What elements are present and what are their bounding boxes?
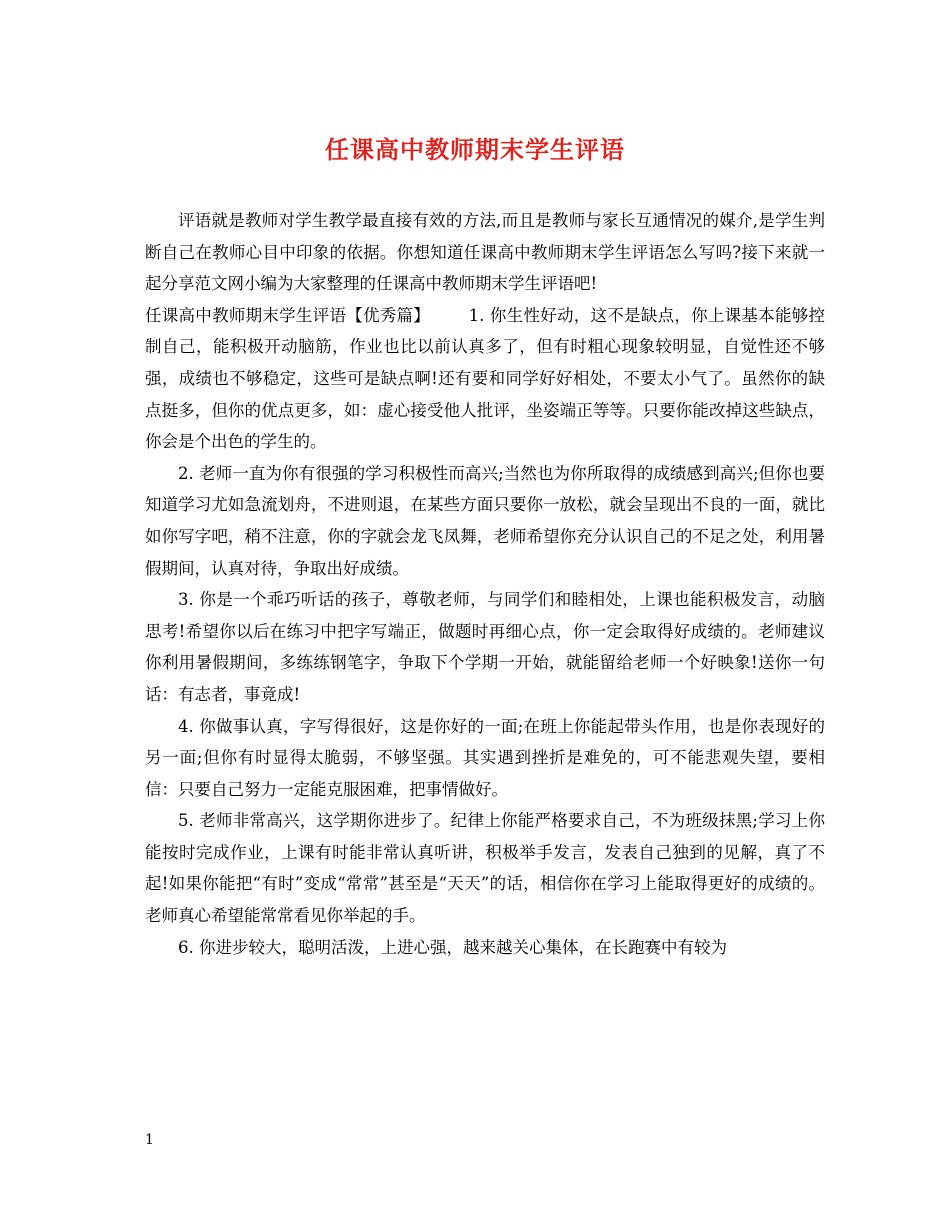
page-number: 1: [145, 1132, 154, 1148]
document-body: [145, 205, 825, 963]
document-title: 任课高中教师期末学生评语: [325, 135, 625, 164]
comment-item-3: 3. 你是一个乖巧听话的孩子，尊敬老师，与同学们和睦相处，上课也能积极发言，动脑思考!希望你以后在练习中把字写端正，做题时再细心点，你一定会取得好成绩的。老师建议你利用暑假期间，多练练钢笔字，争取下个学期一开始，就能留给老师一个好映象!送你一句话：有志者，事竟成!: [145, 590, 825, 704]
comment-item-5: 5. 老师非常高兴，这学期你进步了。纪律上你能严格要求自己，不为班级抹黑;学习上你能按时完成作业，上课有时能非常认真听讲，积极举手发言，发表自己独到的见解，真了不起!如果你能把“有时”变成“常常”甚至是“天天”的话，相信你在学习上能取得更好的成绩的。老师真心希望能常常看见你举起的手。: [145, 811, 825, 926]
comment-item-6: 6. 你进步较大，聪明活泼，上进心强，越来越关心集体，在长跑赛中有较为: [178, 937, 727, 957]
comment-item-2: 2. 老师一直为你有很强的学习积极性而高兴;当然也为你所取得的成绩感到高兴;但你也要知道学习尤如急流划舟，不进则退，在某些方面只要你一放松，就会呈现出不良的一面，就比如你写字吧，稍不注意，你的字就会龙飞凤舞，老师希望你充分认识自己的不足之处，利用暑假期间，认真对待，争取出好成绩。: [145, 463, 825, 578]
section-heading: 任课高中教师期末学生评语【优秀篇】: [145, 305, 431, 325]
section-first-item: [145, 300, 825, 458]
comment-item-1: 1. 你生性好动，这不是缺点，你上课基本能够控制自己，能积极开动脑筋，作业也比以前认真多了，但有时粗心现象较明显，自觉性还不够强，成绩也不够稳定，这些可是缺点啊!还有要和同学好好相处，不要太小气了。虽然你的缺点挺多，但你的优点更多，如：虚心接受他人批评，坐姿端正等等。只要你能改掉这些缺点，你会是个出色的学生的。: [145, 305, 825, 452]
intro-paragraph: 评语就是教师对学生教学最直接有效的方法,而且是教师与家长互通情况的媒介,是学生判断自己在教师心目中印象的依据。你想知道任课高中教师期末学生评语怎么写吗?接下来就一起分享范文网小编为大家整理的任课高中教师期末学生评语吧!: [145, 211, 825, 294]
comment-item-4: 4. 你做事认真，字写得很好，这是你好的一面;在班上你能起带头作用，也是你表现好的另一面;但你有时显得太脆弱，不够坚强。其实遇到挫折是难免的，可不能悲观失望，要相信：只要自己努力一定能克服困难，把事情做好。: [145, 716, 825, 799]
